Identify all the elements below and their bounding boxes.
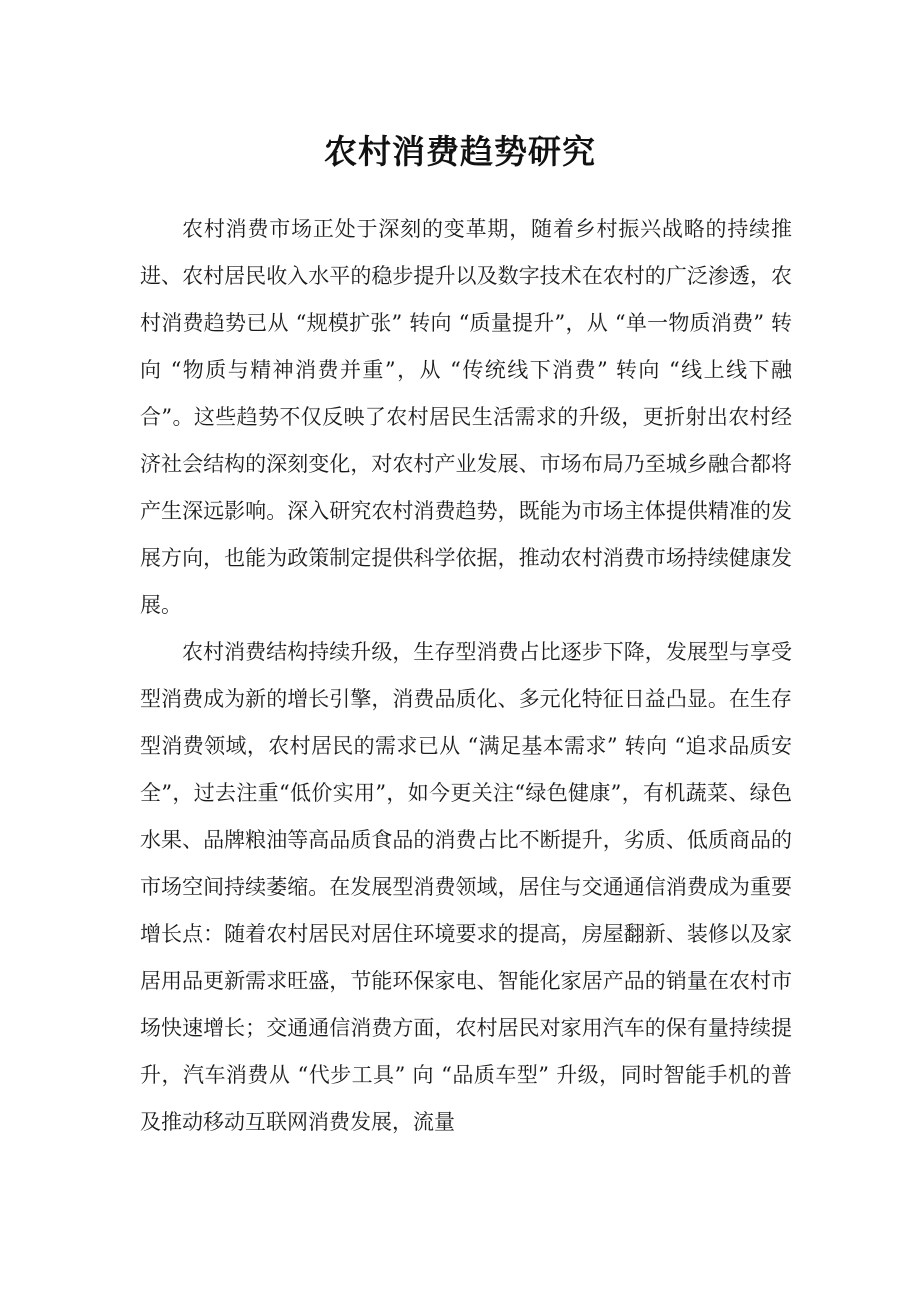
- document-title: 农村消费趋势研究: [324, 132, 596, 171]
- document-body: [140, 206, 792, 1146]
- paragraph-2: 农村消费结构持续升级，生存型消费占比逐步下降，发展型与享受型消费成为新的增长引擎，消费品质化、多元化特征日益凸显。在生存型消费领域，农村居民的需求已从 “满足基本需求” 转向 “追求品质安全”，过去注重“低价实用”，如今更关注“绿色健康”，有机蔬菜、绿色水果、品牌粮油等高品质食品的消费占比不断提升，劣质、低质商品的市场空间持续萎缩。在发展型消费领域，居住与交通通信消费成为重要增长点：随着农村居民对居住环境要求的提高，房屋翻新、装修以及家居用品更新需求旺盛，节能环保家电、智能化家居产品的销量在农村市场快速增长；交通通信消费方面，农村居民对家用汽车的保有量持续提升，汽车消费从 “代步工具” 向 “品质车型” 升级，同时智能手机的普及推动移动互联网消费发展，流量: [140, 640, 792, 1134]
- paragraph-1: 农村消费市场正处于深刻的变革期，随着乡村振兴战略的持续推进、农村居民收入水平的稳步提升以及数字技术在农村的广泛渗透，农村消费趋势已从 “规模扩张” 转向 “质量提升”，从 “单一物质消费” 转向 “物质与精神消费并重”，从 “传统线下消费” 转向 “线上线下融合”。这些趋势不仅反映了农村居民生活需求的升级，更折射出农村经济社会结构的深刻变化，对农村产业发展、市场布局乃至城乡融合都将产生深远影响。深入研究农村消费趋势，既能为市场主体提供精准的发展方向，也能为政策制定提供科学依据，推动农村消费市场持续健康发展。: [140, 217, 792, 617]
